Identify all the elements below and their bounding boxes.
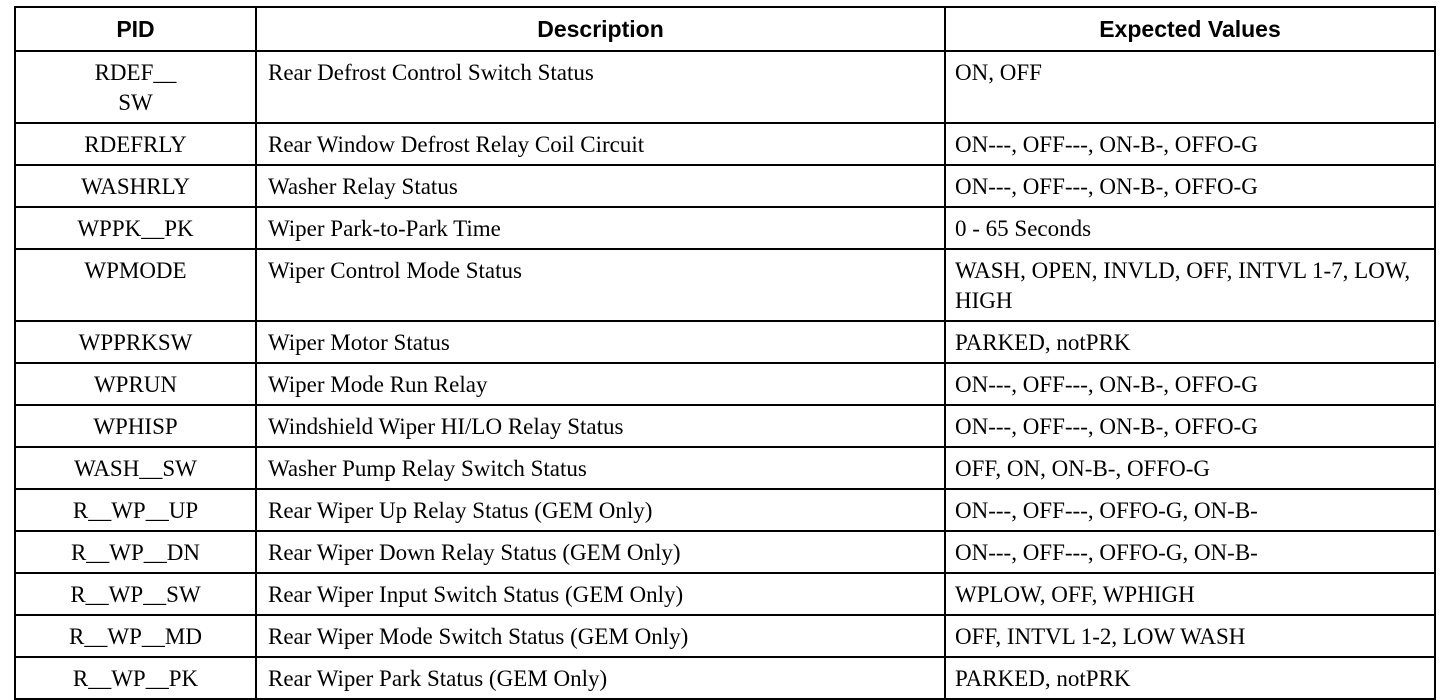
header-description: Description [256, 7, 945, 51]
cell-expected-values: OFF, INTVL 1-2, LOW WASH [945, 615, 1435, 657]
table-row [15, 249, 1435, 321]
cell-expected-values: PARKED, notPRK [945, 657, 1435, 699]
table-row [15, 321, 1435, 363]
cell-pid: WPHISP [15, 405, 256, 447]
cell-description: Rear Defrost Control Switch Status [256, 51, 945, 123]
cell-pid: WPRUN [15, 363, 256, 405]
cell-pid: R__WP__PK [15, 657, 256, 699]
cell-pid: R__WP__SW [15, 573, 256, 615]
cell-pid: R__WP__DN [15, 531, 256, 573]
table-row [15, 207, 1435, 249]
table-row [15, 531, 1435, 573]
cell-expected-values: ON---, OFF---, OFFO-G, ON-B- [945, 531, 1435, 573]
cell-description: Wiper Park-to-Park Time [256, 207, 945, 249]
table-row [15, 363, 1435, 405]
header-pid: PID [15, 7, 256, 51]
cell-expected-values: OFF, ON, ON-B-, OFFO-G [945, 447, 1435, 489]
cell-pid: RDEF__ SW [15, 51, 256, 123]
cell-pid: WPMODE [15, 249, 256, 321]
cell-expected-values: WPLOW, OFF, WPHIGH [945, 573, 1435, 615]
cell-expected-values: WASH, OPEN, INVLD, OFF, INTVL 1-7, LOW, HIGH [945, 249, 1435, 321]
cell-description: Washer Relay Status [256, 165, 945, 207]
table-row [15, 123, 1435, 165]
table-row [15, 165, 1435, 207]
cell-description: Wiper Mode Run Relay [256, 363, 945, 405]
header-expected-values: Expected Values [945, 7, 1435, 51]
cell-description: Rear Wiper Park Status (GEM Only) [256, 657, 945, 699]
cell-expected-values: ON---, OFF---, ON-B-, OFFO-G [945, 123, 1435, 165]
cell-pid: RDEFRLY [15, 123, 256, 165]
table-row [15, 657, 1435, 699]
table-row [15, 489, 1435, 531]
table-body [15, 51, 1435, 699]
cell-description: Rear Wiper Down Relay Status (GEM Only) [256, 531, 945, 573]
cell-expected-values: ON, OFF [945, 51, 1435, 123]
table-header-row [15, 7, 1435, 51]
cell-description: Wiper Control Mode Status [256, 249, 945, 321]
table-row [15, 447, 1435, 489]
cell-description: Wiper Motor Status [256, 321, 945, 363]
cell-pid: WPPK__PK [15, 207, 256, 249]
table-row [15, 615, 1435, 657]
cell-description: Rear Wiper Mode Switch Status (GEM Only) [256, 615, 945, 657]
cell-description: Rear Wiper Up Relay Status (GEM Only) [256, 489, 945, 531]
cell-pid: R__WP__UP [15, 489, 256, 531]
cell-description: Rear Window Defrost Relay Coil Circuit [256, 123, 945, 165]
table-row [15, 51, 1435, 123]
cell-expected-values: ON---, OFF---, ON-B-, OFFO-G [945, 363, 1435, 405]
table-row [15, 405, 1435, 447]
cell-expected-values: ON---, OFF---, ON-B-, OFFO-G [945, 165, 1435, 207]
cell-expected-values: ON---, OFF---, OFFO-G, ON-B- [945, 489, 1435, 531]
cell-expected-values: 0 - 65 Seconds [945, 207, 1435, 249]
cell-pid: WASH__SW [15, 447, 256, 489]
cell-expected-values: ON---, OFF---, ON-B-, OFFO-G [945, 405, 1435, 447]
cell-expected-values: PARKED, notPRK [945, 321, 1435, 363]
cell-pid: WASHRLY [15, 165, 256, 207]
cell-pid: R__WP__MD [15, 615, 256, 657]
pid-table [14, 6, 1436, 700]
cell-description: Rear Wiper Input Switch Status (GEM Only) [256, 573, 945, 615]
cell-description: Windshield Wiper HI/LO Relay Status [256, 405, 945, 447]
cell-description: Washer Pump Relay Switch Status [256, 447, 945, 489]
table-row [15, 573, 1435, 615]
cell-pid: WPPRKSW [15, 321, 256, 363]
